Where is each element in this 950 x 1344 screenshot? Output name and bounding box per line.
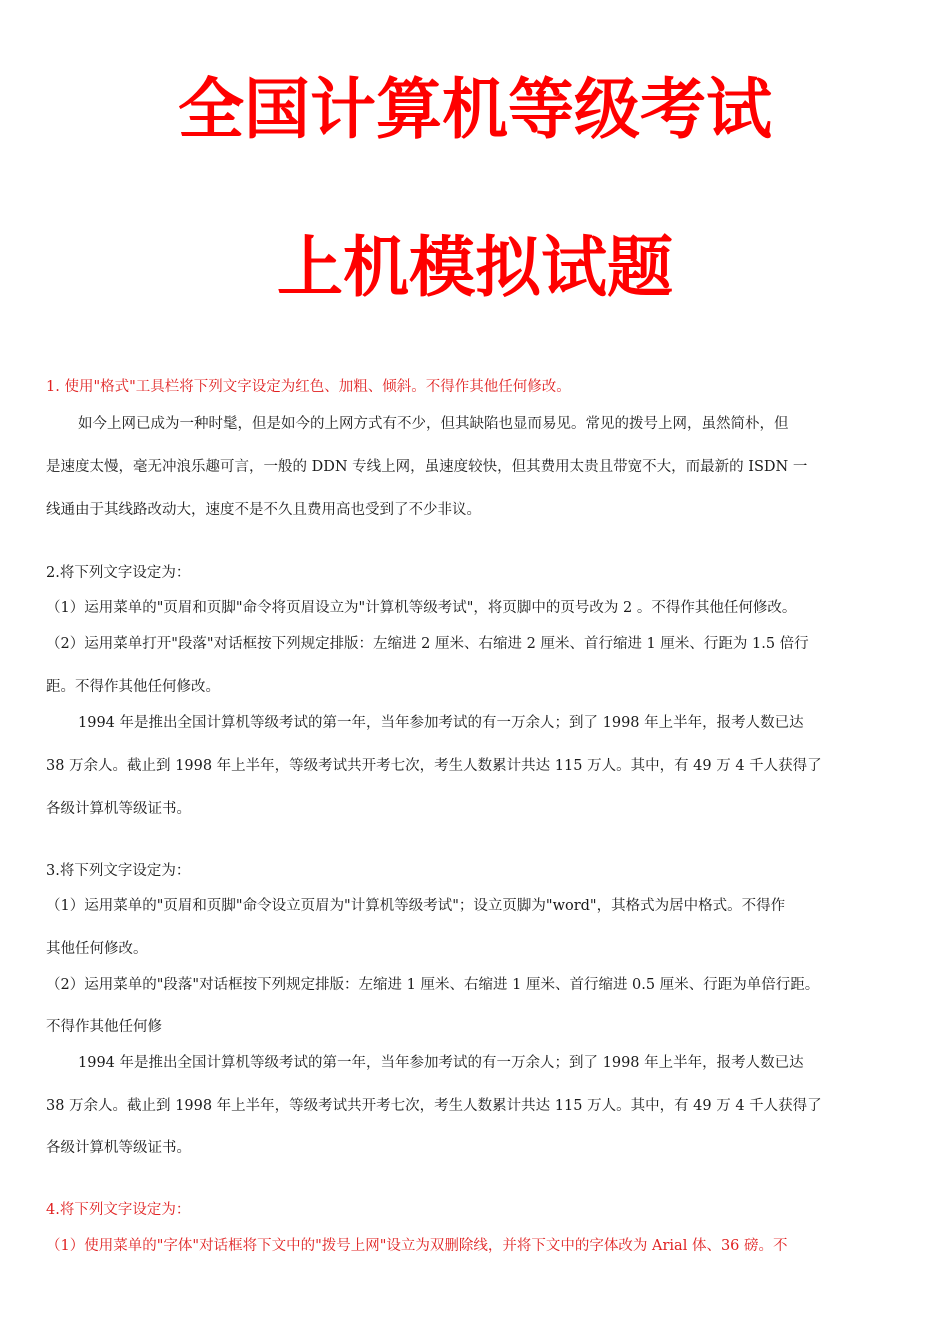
q3-instruction-1-cont: 其他任何修改。 (46, 941, 148, 957)
q2-instruction-1: （1）运用菜单的"页眉和页脚"命令将页眉设立为"计算机等级考试"，将页脚中的页号改为 2 。不得作其他任何修改。 (46, 600, 797, 616)
q3-paragraph-line: 各级计算机等级证书。 (46, 1140, 191, 1156)
q2-paragraph-line: 1994 年是推出全国计算机等级考试的第一年，当年参加考试的有一万余人；到了 1998 年上半年，报考人数已达 (78, 715, 804, 731)
question-4-heading: 4.将下列文字设定为： (46, 1202, 191, 1218)
q3-instruction-2-cont: 不得作其他任何修 (46, 1019, 162, 1035)
q3-paragraph-line: 1994 年是推出全国计算机等级考试的第一年，当年参加考试的有一万余人；到了 1998 年上半年，报考人数已达 (78, 1055, 804, 1071)
q1-paragraph-line: 线通由于其线路改动大，速度不是不久且费用高也受到了不少非议。 (46, 502, 481, 518)
q4-instruction-1: （1）使用菜单的"字体"对话框将下文中的"拨号上网"设立为双删除线，并将下文中的字体改为 Arial 体、36 磅。不 (46, 1238, 788, 1254)
q2-paragraph-line: 各级计算机等级证书。 (46, 801, 191, 817)
question-2-heading: 2.将下列文字设定为： (46, 565, 191, 581)
document-subtitle: 上机模拟试题 (277, 229, 673, 306)
q2-paragraph-line: 38 万余人。截止到 1998 年上半年，等级考试共开考七次，考生人数累计共达 115 万人。其中，有 49 万 4 千人获得了 (46, 758, 822, 774)
question-3-heading: 3.将下列文字设定为： (46, 863, 191, 879)
document-title: 全国计算机等级考试 (178, 71, 772, 148)
q1-paragraph-line: 是速度太慢，毫无冲浪乐趣可言，一般的 DDN 专线上网，虽速度较快，但其费用太贵且带宽不大，而最新的 ISDN 一 (46, 459, 808, 475)
q2-instruction-2: （2）运用菜单打开"段落"对话框按下列规定排版：左缩进 2 厘米、右缩进 2 厘米、首行缩进 1 厘米、行距为 1.5 倍行 (46, 636, 809, 652)
question-1-instruction: 1. 使用"格式"工具栏将下列文字设定为红色、加粗、倾斜。不得作其他任何修改。 (46, 379, 571, 395)
q1-paragraph-line: 如今上网已成为一种时髦，但是如今的上网方式有不少，但其缺陷也显而易见。常见的拨号上网，虽然简朴，但 (78, 416, 789, 432)
q3-instruction-2: （2）运用菜单的"段落"对话框按下列规定排版：左缩进 1 厘米、右缩进 1 厘米、首行缩进 0.5 厘米、行距为单倍行距。 (46, 977, 820, 993)
q3-instruction-1: （1）运用菜单的"页眉和页脚"命令设立页眉为"计算机等级考试"；设立页脚为"word"，其格式为居中格式。不得作 (46, 898, 786, 914)
q2-instruction-2-cont: 距。不得作其他任何修改。 (46, 679, 220, 695)
q3-paragraph-line: 38 万余人。截止到 1998 年上半年，等级考试共开考七次，考生人数累计共达 115 万人。其中，有 49 万 4 千人获得了 (46, 1098, 822, 1114)
